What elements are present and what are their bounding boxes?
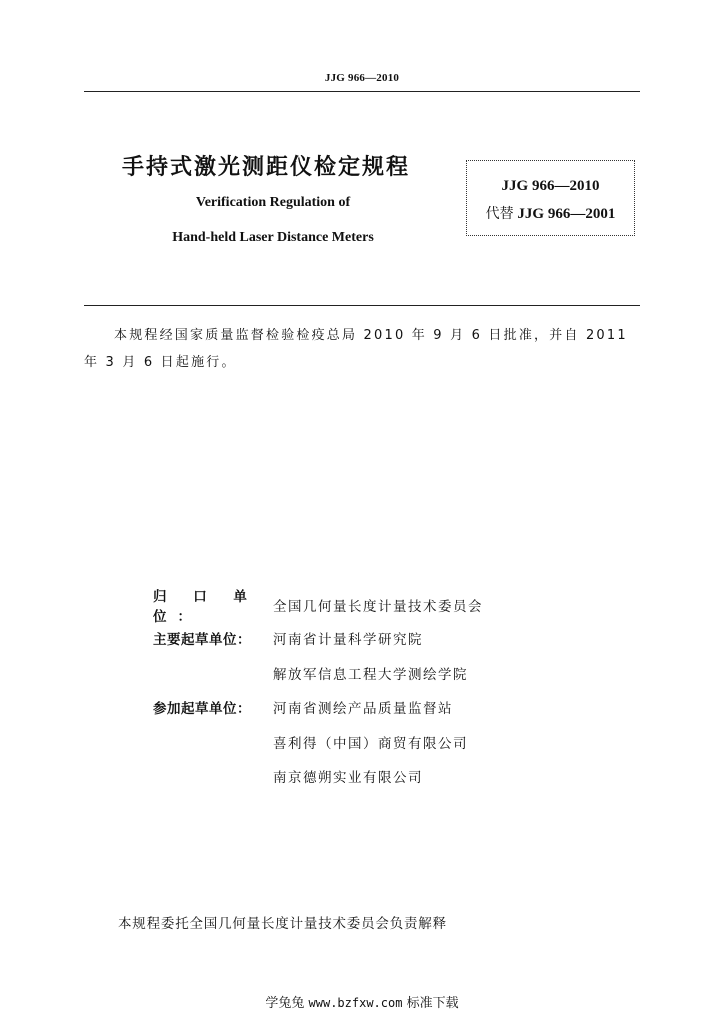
watermark-url: www.bzfxw.com: [308, 996, 403, 1010]
interpretation-statement: 本规程委托全国几何量长度计量技术委员会负责解释: [118, 916, 447, 932]
replace-word: 代替: [485, 206, 514, 222]
title-chinese: 手持式激光测距仪检定规程: [122, 155, 411, 180]
header-divider: [84, 91, 640, 92]
replaced-standard: [467, 203, 634, 223]
main-drafting-unit-row: [153, 626, 423, 650]
section-divider: [84, 305, 640, 306]
responsible-unit-value: 全国几何量长度计量技术委员会: [273, 599, 483, 615]
participating-unit-value: 南京德朔实业有限公司: [273, 770, 423, 786]
standard-code: JJG 966—2010: [501, 178, 600, 194]
watermark-prefix: 学兔兔: [265, 996, 305, 1011]
header-standard-code: JJG 966—2010: [324, 72, 400, 84]
main-drafting-unit-value: 解放军信息工程大学测绘学院: [273, 667, 468, 683]
main-drafting-unit-row: [153, 661, 468, 685]
approval-paragraph: 本规程经国家质量监督检验检疫总局 2010 年 9 月 6 日批准，并自 2011 年 3 月 6 日起施行。: [84, 328, 628, 370]
participating-unit-row: [153, 695, 453, 719]
participating-unit-row: [153, 764, 423, 788]
standard-code-box: [466, 160, 635, 236]
participating-unit-value: 河南省测绘产品质量监督站: [273, 701, 453, 717]
responsible-unit-row: [153, 589, 483, 625]
title-english-line-2: Hand-held Laser Distance Meters: [172, 230, 374, 245]
watermark-footer: [0, 992, 724, 1011]
responsible-unit-label: 归 口 单 位：: [153, 589, 258, 625]
main-drafting-unit-value: 河南省计量科学研究院: [273, 632, 423, 648]
participating-unit-row: [153, 730, 468, 754]
watermark-suffix: 标准下载: [406, 996, 459, 1011]
title-english-line-1: Verification Regulation of: [195, 195, 351, 210]
main-drafting-unit-label: 主要起草单位：: [153, 632, 251, 648]
participating-unit-value: 喜利得（中国）商贸有限公司: [273, 736, 468, 752]
participating-unit-label: 参加起草单位：: [153, 701, 251, 717]
replaced-standard-code: JJG 966—2001: [517, 206, 616, 222]
